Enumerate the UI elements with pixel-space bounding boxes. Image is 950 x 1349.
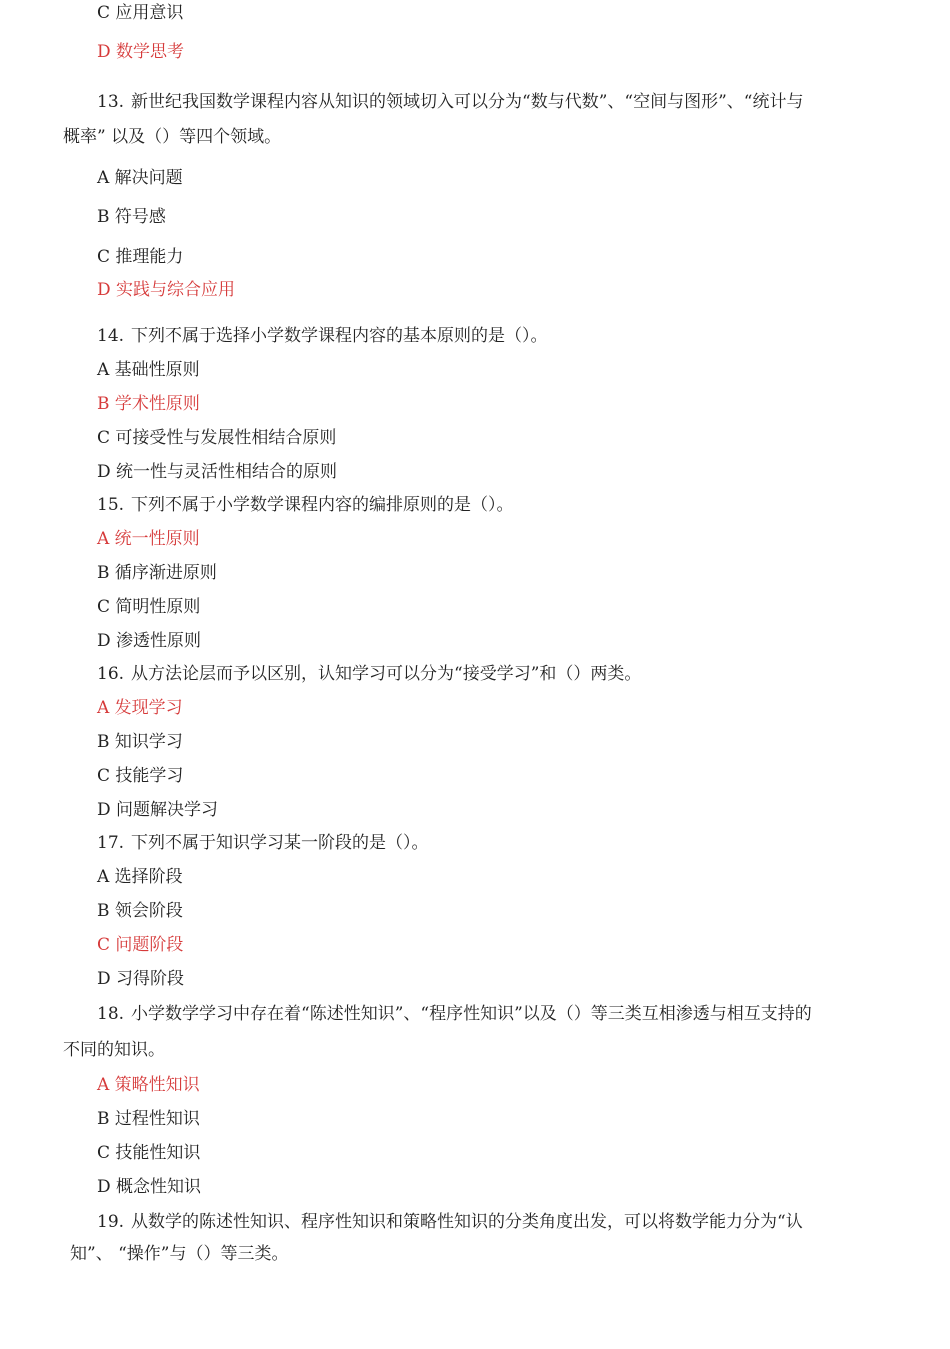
question-13-stem (97, 91, 803, 113)
question-number: 16. (97, 664, 125, 684)
question-text: 下列不属于选择小学数学课程内容的基本原则的是（）。 (131, 326, 548, 346)
question-text: 下列不属于知识学习某一阶段的是（）。 (131, 833, 429, 853)
question-13-option-d-correct: D 实践与综合应用 (97, 280, 236, 300)
question-18-stem-cont: 不同的知识。 (63, 1040, 165, 1060)
question-13-option-b: B 符号感 (97, 207, 166, 227)
question-number: 18. (97, 1004, 125, 1024)
question-14-option-d: D 统一性与灵活性相结合的原则 (97, 462, 338, 482)
question-16-option-a-correct: A 发现学习 (97, 698, 183, 718)
question-text: 下列不属于小学数学课程内容的编排原则的是（）。 (131, 495, 514, 515)
question-number: 19. (97, 1212, 125, 1232)
question-18-stem (97, 1003, 812, 1025)
option-c: C 应用意识 (97, 3, 184, 23)
question-number: 17. (97, 833, 125, 853)
question-15-option-a-correct: A 统一性原则 (97, 529, 200, 549)
question-16-option-d: D 问题解决学习 (97, 800, 219, 820)
question-18-option-d: D 概念性知识 (97, 1177, 202, 1197)
question-13-stem-cont: 概率” 以及（）等四个领域。 (63, 127, 282, 147)
question-17-option-b: B 领会阶段 (97, 901, 183, 921)
question-19-stem-cont: 知”、 “操作”与（）等三类。 (70, 1244, 289, 1264)
question-14-option-a: A 基础性原则 (97, 360, 200, 380)
question-number: 13. (97, 92, 125, 112)
question-14-option-c: C 可接受性与发展性相结合原则 (97, 428, 337, 448)
question-18-option-c: C 技能性知识 (97, 1143, 201, 1163)
question-17-option-a: A 选择阶段 (97, 867, 183, 887)
question-18-option-a-correct: A 策略性知识 (97, 1075, 200, 1095)
question-15-option-c: C 简明性原则 (97, 597, 201, 617)
question-19-stem (97, 1211, 803, 1233)
question-14-option-b-correct: B 学术性原则 (97, 394, 200, 414)
question-13-option-c: C 推理能力 (97, 247, 184, 267)
question-17-stem (97, 832, 429, 854)
question-14-stem (97, 325, 548, 347)
question-17-option-d: D 习得阶段 (97, 969, 185, 989)
question-text: 新世纪我国数学课程内容从知识的领域切入可以分为“数与代数”、“空间与图形”、“统计与 (131, 92, 804, 112)
question-18-option-b: B 过程性知识 (97, 1109, 200, 1129)
question-text: 小学数学学习中存在着“陈述性知识”、“程序性知识”以及（）等三类互相渗透与相互支持的 (131, 1004, 812, 1024)
question-15-option-b: B 循序渐进原则 (97, 563, 217, 583)
question-13-option-a: A 解决问题 (97, 168, 183, 188)
question-number: 15. (97, 495, 125, 515)
question-number: 14. (97, 326, 125, 346)
option-d-correct: D 数学思考 (97, 42, 185, 62)
question-15-option-d: D 渗透性原则 (97, 631, 202, 651)
question-15-stem (97, 494, 514, 516)
question-16-option-b: B 知识学习 (97, 732, 183, 752)
question-17-option-c-correct: C 问题阶段 (97, 935, 184, 955)
question-16-stem (97, 663, 641, 685)
question-text: 从数学的陈述性知识、程序性知识和策略性知识的分类角度出发，可以将数学能力分为“认 (131, 1212, 803, 1232)
question-16-option-c: C 技能学习 (97, 766, 184, 786)
question-text: 从方法论层而予以区别，认知学习可以分为“接受学习”和（）两类。 (131, 664, 642, 684)
